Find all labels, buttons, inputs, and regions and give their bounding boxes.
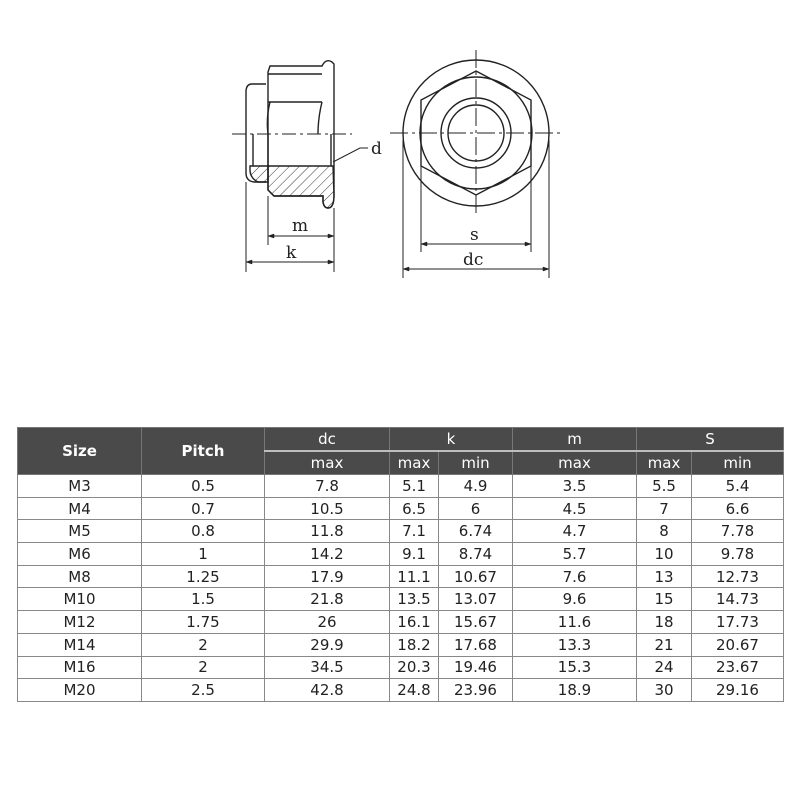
cell-k-max: 18.2 (390, 633, 439, 656)
header-m: m (513, 428, 637, 452)
cell-dc-max: 29.9 (265, 633, 390, 656)
dim-label-k: k (286, 243, 297, 263)
cell-k-max: 24.8 (390, 679, 439, 702)
cell-s-min: 7.78 (692, 520, 784, 543)
dim-label-d: d (371, 139, 382, 159)
cell-m-max: 18.9 (513, 679, 637, 702)
cell-s-min: 12.73 (692, 565, 784, 588)
cell-pitch: 1 (142, 543, 265, 566)
cell-dc-max: 14.2 (265, 543, 390, 566)
table-row (18, 520, 784, 543)
cell-s-max: 15 (637, 588, 692, 611)
header-k: k (390, 428, 513, 452)
cell-pitch: 2 (142, 656, 265, 679)
cell-size: M6 (18, 543, 142, 566)
cell-k-min: 13.07 (439, 588, 513, 611)
table-row (18, 633, 784, 656)
cell-size: M10 (18, 588, 142, 611)
cell-s-min: 6.6 (692, 497, 784, 520)
cell-pitch: 0.8 (142, 520, 265, 543)
cell-dc-max: 26 (265, 611, 390, 634)
table-body (18, 475, 784, 702)
cell-m-max: 4.5 (513, 497, 637, 520)
cell-m-max: 13.3 (513, 633, 637, 656)
cell-m-max: 7.6 (513, 565, 637, 588)
cell-pitch: 2.5 (142, 679, 265, 702)
cell-size: M20 (18, 679, 142, 702)
cell-k-min: 23.96 (439, 679, 513, 702)
cell-size: M4 (18, 497, 142, 520)
cell-s-min: 29.16 (692, 679, 784, 702)
cell-s-max: 7 (637, 497, 692, 520)
cell-m-max: 3.5 (513, 475, 637, 498)
table-row (18, 565, 784, 588)
cell-dc-max: 11.8 (265, 520, 390, 543)
cell-s-min: 20.67 (692, 633, 784, 656)
cell-k-min: 15.67 (439, 611, 513, 634)
header-k-min: min (439, 451, 513, 475)
side-view (232, 61, 368, 272)
cell-k-max: 16.1 (390, 611, 439, 634)
cell-dc-max: 21.8 (265, 588, 390, 611)
dim-label-m: m (292, 216, 309, 236)
header-size: Size (18, 428, 142, 475)
cell-dc-max: 7.8 (265, 475, 390, 498)
cell-m-max: 4.7 (513, 520, 637, 543)
cell-pitch: 2 (142, 633, 265, 656)
cell-pitch: 1.5 (142, 588, 265, 611)
cell-k-max: 6.5 (390, 497, 439, 520)
cell-s-max: 21 (637, 633, 692, 656)
cell-k-min: 17.68 (439, 633, 513, 656)
header-dc-max: max (265, 451, 390, 475)
cell-m-max: 5.7 (513, 543, 637, 566)
cell-pitch: 0.5 (142, 475, 265, 498)
cell-dc-max: 42.8 (265, 679, 390, 702)
cell-k-min: 10.67 (439, 565, 513, 588)
cell-k-min: 6.74 (439, 520, 513, 543)
cell-m-max: 15.3 (513, 656, 637, 679)
cell-pitch: 0.7 (142, 497, 265, 520)
header-s-min: min (692, 451, 784, 475)
header-k-max: max (390, 451, 439, 475)
cell-s-min: 23.67 (692, 656, 784, 679)
cell-pitch: 1.75 (142, 611, 265, 634)
dim-label-dc: dc (463, 250, 484, 270)
header-m-max: max (513, 451, 637, 475)
cell-s-max: 8 (637, 520, 692, 543)
cell-s-max: 30 (637, 679, 692, 702)
table-row (18, 679, 784, 702)
cell-size: M16 (18, 656, 142, 679)
cell-s-min: 9.78 (692, 543, 784, 566)
cell-dc-max: 17.9 (265, 565, 390, 588)
cell-size: M5 (18, 520, 142, 543)
cell-k-max: 5.1 (390, 475, 439, 498)
cell-size: M3 (18, 475, 142, 498)
table-row (18, 475, 784, 498)
cell-dc-max: 34.5 (265, 656, 390, 679)
cell-k-min: 6 (439, 497, 513, 520)
cell-size: M12 (18, 611, 142, 634)
cell-k-max: 11.1 (390, 565, 439, 588)
cell-s-min: 14.73 (692, 588, 784, 611)
cell-pitch: 1.25 (142, 565, 265, 588)
cell-s-max: 24 (637, 656, 692, 679)
table-row (18, 543, 784, 566)
cell-s-max: 13 (637, 565, 692, 588)
cell-m-max: 11.6 (513, 611, 637, 634)
table-row (18, 656, 784, 679)
cell-s-min: 5.4 (692, 475, 784, 498)
cell-dc-max: 10.5 (265, 497, 390, 520)
header-s: S (637, 428, 784, 452)
cell-k-max: 20.3 (390, 656, 439, 679)
cell-s-max: 18 (637, 611, 692, 634)
cell-k-max: 13.5 (390, 588, 439, 611)
header-pitch: Pitch (142, 428, 265, 475)
cell-m-max: 9.6 (513, 588, 637, 611)
cell-s-max: 10 (637, 543, 692, 566)
cell-k-max: 9.1 (390, 543, 439, 566)
header-dc: dc (265, 428, 390, 452)
cell-size: M8 (18, 565, 142, 588)
cell-k-min: 19.46 (439, 656, 513, 679)
cell-k-min: 8.74 (439, 543, 513, 566)
table-row (18, 588, 784, 611)
table-row (18, 497, 784, 520)
cell-s-min: 17.73 (692, 611, 784, 634)
cell-s-max: 5.5 (637, 475, 692, 498)
dimension-spec-table (17, 427, 784, 702)
cell-k-min: 4.9 (439, 475, 513, 498)
table-header (18, 428, 784, 475)
cell-k-max: 7.1 (390, 520, 439, 543)
cell-size: M14 (18, 633, 142, 656)
header-s-max: max (637, 451, 692, 475)
nut-technical-drawing (0, 0, 800, 300)
dim-label-s: s (470, 225, 479, 245)
table-row (18, 611, 784, 634)
